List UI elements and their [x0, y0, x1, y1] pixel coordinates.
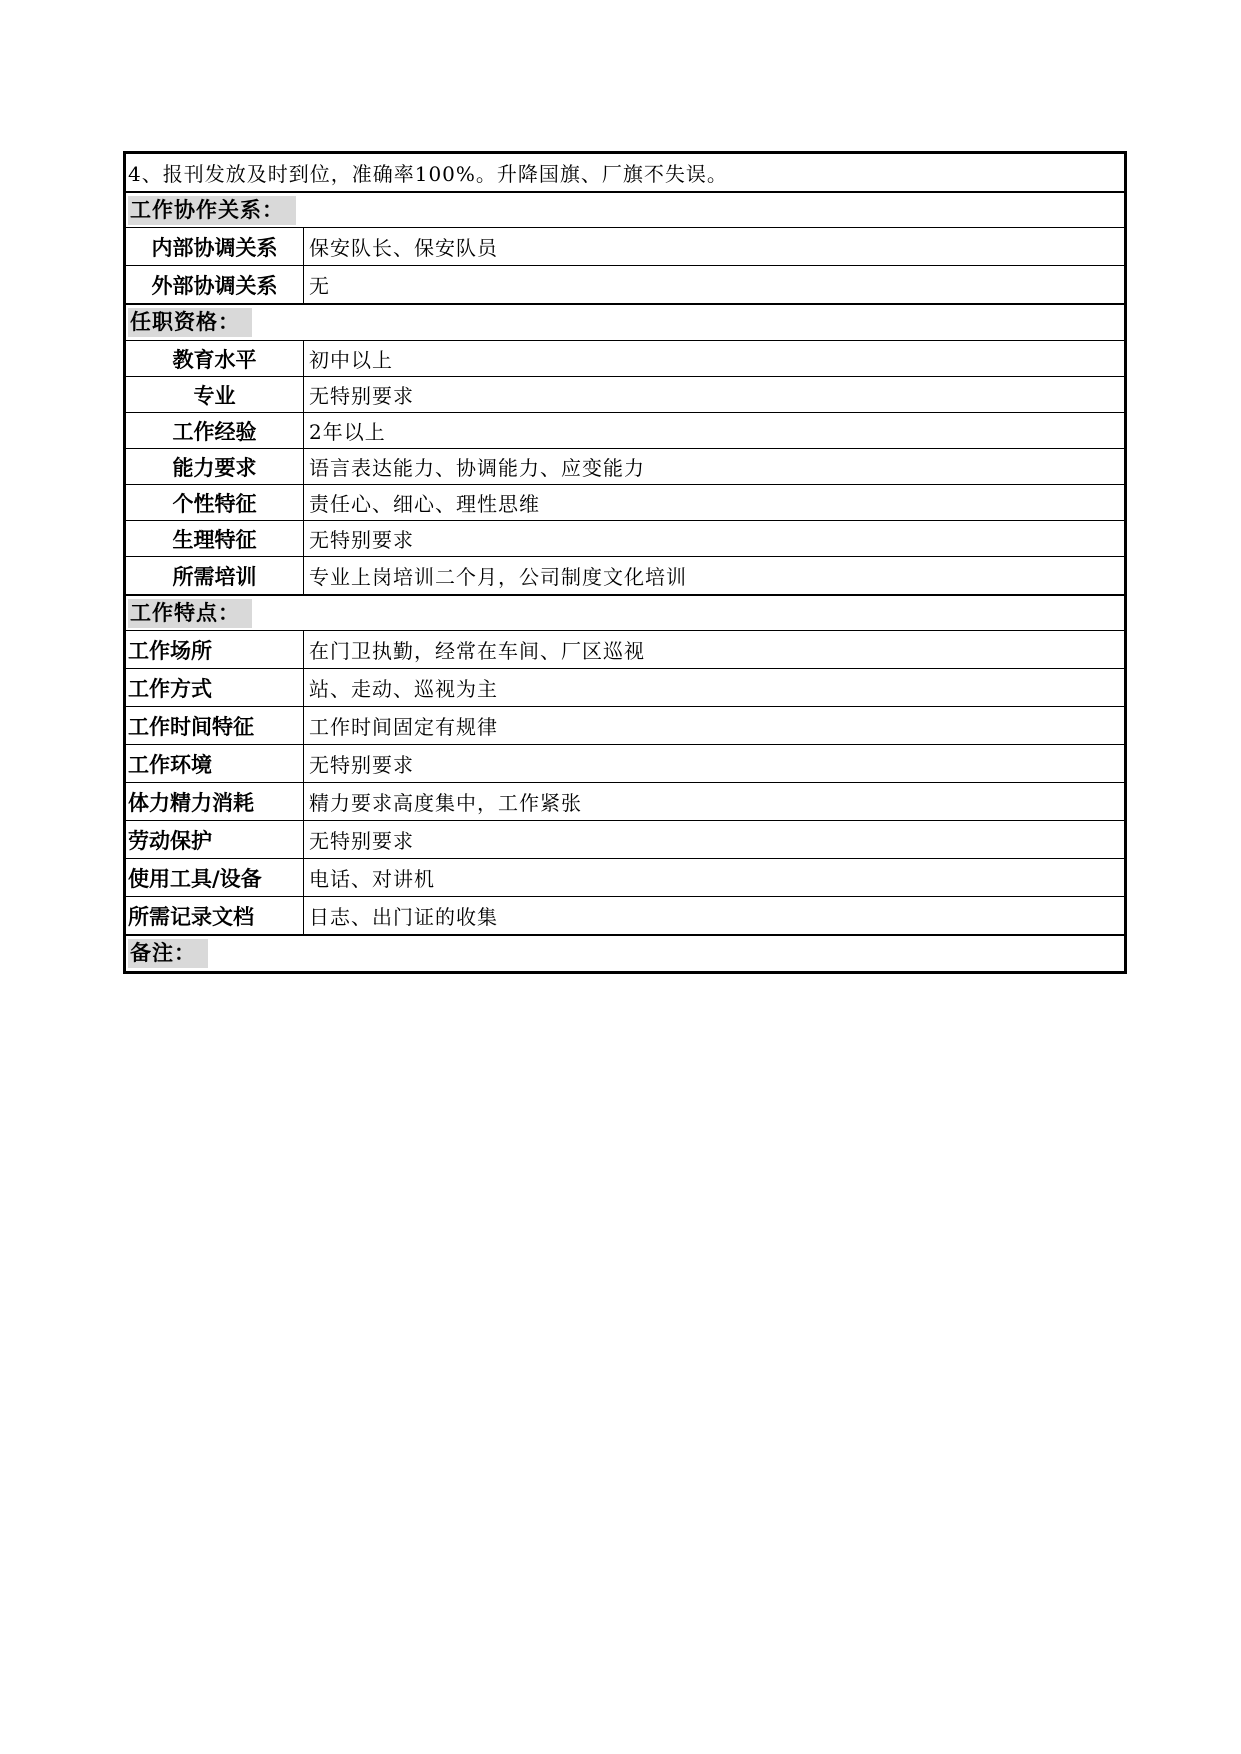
workplace-value: 在门卫执勤，经常在车间、厂区巡视	[309, 639, 645, 663]
qualification-section-title: 任职资格：	[128, 308, 252, 337]
protection-value: 无特别要求	[309, 829, 414, 853]
external-coordination-label: 外部协调关系	[126, 266, 304, 303]
table-row	[126, 556, 1124, 594]
tools-label: 使用工具/设备	[126, 859, 304, 896]
collab-section-header	[126, 191, 1124, 227]
table-row	[126, 630, 1124, 668]
collab-section-title: 工作协作关系：	[128, 196, 296, 225]
table-row	[126, 820, 1124, 858]
job-description-table	[123, 151, 1127, 974]
table-row	[126, 448, 1124, 484]
table-row	[126, 265, 1124, 303]
table-row	[126, 227, 1124, 265]
notes-section-title: 备注：	[128, 939, 208, 968]
records-label: 所需记录文档	[126, 897, 304, 934]
table-row	[126, 782, 1124, 820]
protection-label: 劳动保护	[126, 821, 304, 858]
table-row	[126, 668, 1124, 706]
major-value: 无特别要求	[309, 384, 414, 408]
physiology-label: 生理特征	[126, 521, 304, 556]
ability-label: 能力要求	[126, 449, 304, 484]
experience-value: 2年以上	[309, 420, 386, 444]
table-row	[126, 340, 1124, 376]
table-row	[126, 376, 1124, 412]
internal-coordination-label: 内部协调关系	[126, 228, 304, 265]
work-mode-value: 站、走动、巡视为主	[309, 677, 498, 701]
education-value: 初中以上	[309, 348, 393, 372]
responsibility-row	[126, 154, 1124, 191]
records-value: 日志、出门证的收集	[309, 905, 498, 929]
ability-value: 语言表达能力、协调能力、应变能力	[309, 456, 645, 480]
table-row	[126, 520, 1124, 556]
table-row	[126, 858, 1124, 896]
features-section-title: 工作特点：	[128, 599, 252, 628]
personality-value: 责任心、细心、理性思维	[309, 492, 540, 516]
environment-label: 工作环境	[126, 745, 304, 782]
workplace-label: 工作场所	[126, 631, 304, 668]
features-section-header	[126, 594, 1124, 630]
responsibility-text: 4、报刊发放及时到位，准确率100%。升降国旗、厂旗不失误。	[128, 162, 728, 186]
table-row	[126, 706, 1124, 744]
training-label: 所需培训	[126, 557, 304, 594]
table-row	[126, 896, 1124, 934]
qualification-section-header	[126, 303, 1124, 340]
table-row	[126, 744, 1124, 782]
work-time-label: 工作时间特征	[126, 707, 304, 744]
training-value: 专业上岗培训二个月，公司制度文化培训	[309, 565, 687, 589]
work-time-value: 工作时间固定有规律	[309, 715, 498, 739]
table-row	[126, 412, 1124, 448]
physiology-value: 无特别要求	[309, 528, 414, 552]
education-label: 教育水平	[126, 341, 304, 376]
work-mode-label: 工作方式	[126, 669, 304, 706]
notes-section-header	[126, 934, 1124, 971]
major-label: 专业	[126, 377, 304, 412]
environment-value: 无特别要求	[309, 753, 414, 777]
tools-value: 电话、对讲机	[309, 867, 435, 891]
energy-label: 体力精力消耗	[126, 783, 304, 820]
table-row	[126, 484, 1124, 520]
internal-coordination-value: 保安队长、保安队员	[309, 236, 498, 260]
personality-label: 个性特征	[126, 485, 304, 520]
external-coordination-value: 无	[309, 274, 330, 298]
energy-value: 精力要求高度集中，工作紧张	[309, 791, 582, 815]
experience-label: 工作经验	[126, 413, 304, 448]
